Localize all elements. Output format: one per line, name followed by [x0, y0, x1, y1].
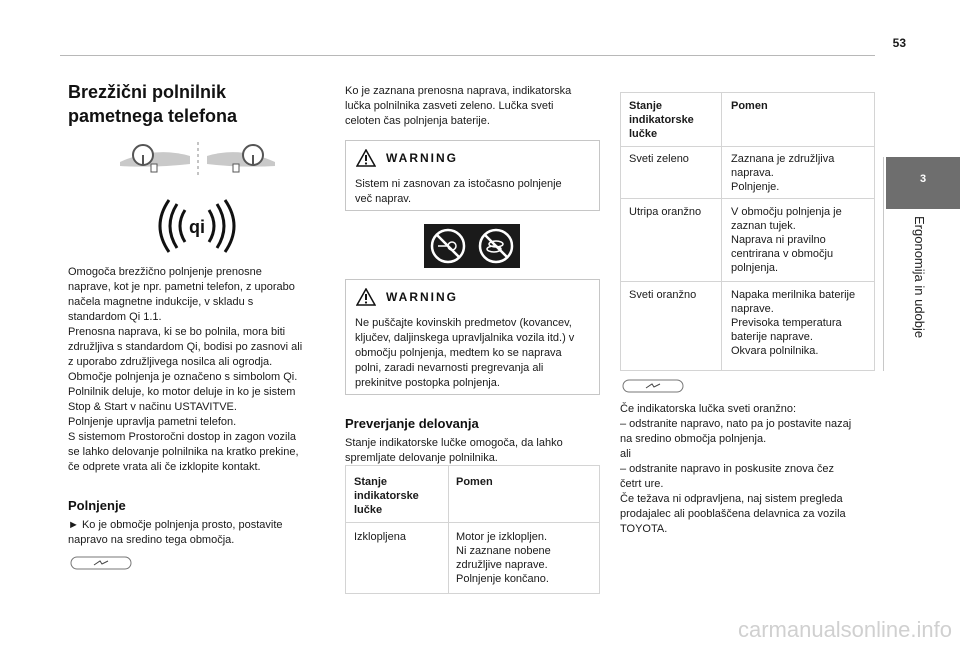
left-right-drive-illustration: [115, 140, 280, 180]
warning-title: WARNING: [386, 151, 458, 165]
table-cell-meaning: Napaka merilnika baterije naprave. Previsoka temperatura baterije naprave. Okvara polnilnika.: [731, 289, 856, 357]
table-cell-meaning: V območju polnjenja je zaznan tujek. Naprava ni pravilno centrirana v območju polnjenja.: [731, 206, 842, 274]
warning-header: [356, 288, 458, 306]
table-cell-meaning: Zaznana je združljiva naprava. Polnjenje.: [731, 153, 835, 193]
warning-box-2: [345, 279, 600, 395]
troubleshooting-text: Če indikatorska lučka sveti oranžno: – odstranite napravo, nato pa jo postavite nazaj na sredino območja polnjenja. ali – odstranite napravo in poskusite znova čez četrt ure. Če težava ni odpravljena, naj sistem pregleda prodajalec ali pooblaščena delavnica za vozila TOYOTA.: [620, 403, 852, 535]
column-1: [68, 80, 323, 128]
chapter-label: Ergonomija in udobje: [912, 216, 927, 339]
table-divider: [621, 146, 874, 147]
section-title: Brezžični polnilnik pametnega telefona: [68, 82, 238, 126]
warning-header: [356, 149, 458, 167]
table-cell-state: Sveti zeleno: [629, 153, 689, 165]
check-text: Stanje indikatorske lučke omogoča, da lahko spremljate delovanje polnilnika.: [345, 437, 563, 464]
warning-title: WARNING: [386, 290, 458, 304]
left-hand-drive-icon: [120, 145, 190, 172]
intro-text: Omogoča brezžično polnjenje prenosne naprave, kot je npr. pametni telefon, z uporabo načela magnetne indukcije, v skladu s standardom Qi 1.1. Prenosna naprava, ki se bo polnila, mora biti združljiva s standardom Qi, bodisi po zasnovi ali z uporabo združljivega nosilca ali ogrodja. Območje polnjenja je označeno s simbolom Qi. Polnilnik deluje, ko motor deluje in ko je sistem Stop & Start v načinu USTAVITVE. Polnjenje upravlja pametni telefon. S sistemom Prostoročni dostop in zagon vozila se lahko delovanje polnilnika na kratko prekine, če odprete vrata ali če izklopite kontakt.: [68, 266, 303, 473]
warning-text: Sistem ni zasnovan za istočasno polnjenje več naprav.: [355, 178, 562, 205]
charging-text: ► Ko je območje polnjenja prosto, postavite napravo na sredino tega območja.: [68, 519, 283, 546]
table-divider: [621, 281, 874, 282]
table-header-meaning: Pomen: [731, 100, 768, 112]
table-column-divider: [721, 93, 722, 370]
table-divider: [346, 522, 599, 523]
header-rule: [60, 55, 875, 56]
check-heading: Preverjanje delovanja: [345, 416, 479, 431]
status-table-1: [345, 465, 600, 594]
no-metal-objects-icon: [424, 224, 520, 268]
table-column-divider: [448, 466, 449, 593]
warning-box-1: [345, 140, 600, 211]
chapter-divider: [883, 157, 884, 371]
chapter-number: 3: [919, 173, 927, 185]
table-header-meaning: Pomen: [456, 476, 493, 488]
table-header-state: Stanje indikatorske lučke: [354, 476, 419, 516]
charging-indicator-icon: [70, 556, 132, 570]
watermark: carmanualsonline.info: [737, 617, 952, 642]
warning-text: Ne puščajte kovinskih predmetov (kovancev, ključev, daljinskega upravljalnika vozila itd.) v območju polnjenja, medtem ko se naprava polni, zaradi nevarnosti pregrevanja ali prekinitve postopka polnjenja.: [355, 317, 575, 389]
table-cell-state: Sveti oranžno: [629, 289, 697, 301]
charging-indicator-icon: [622, 379, 684, 393]
status-table-2: [620, 92, 875, 371]
table-cell-meaning: Motor je izklopljen. Ni zaznane nobene združljive naprave. Polnjenje končano.: [456, 531, 551, 585]
table-divider: [621, 198, 874, 199]
detection-text: Ko je zaznana prenosna naprava, indikatorska lučka polnilnika zasveti zeleno. Lučka sveti celoten čas polnjenja baterije.: [345, 85, 572, 127]
table-header-state: Stanje indikatorske lučke: [629, 100, 694, 140]
svg-text:qi: qi: [189, 217, 205, 237]
warning-triangle-icon: [356, 288, 376, 306]
table-cell-state: Utripa oranžno: [629, 206, 702, 218]
warning-triangle-icon: [356, 149, 376, 167]
qi-wireless-icon: [147, 196, 247, 256]
right-hand-drive-icon: [207, 145, 275, 172]
page-number: 53: [892, 36, 906, 50]
table-cell-state: Izklopljena: [354, 531, 406, 543]
charging-heading: Polnjenje: [68, 498, 126, 513]
